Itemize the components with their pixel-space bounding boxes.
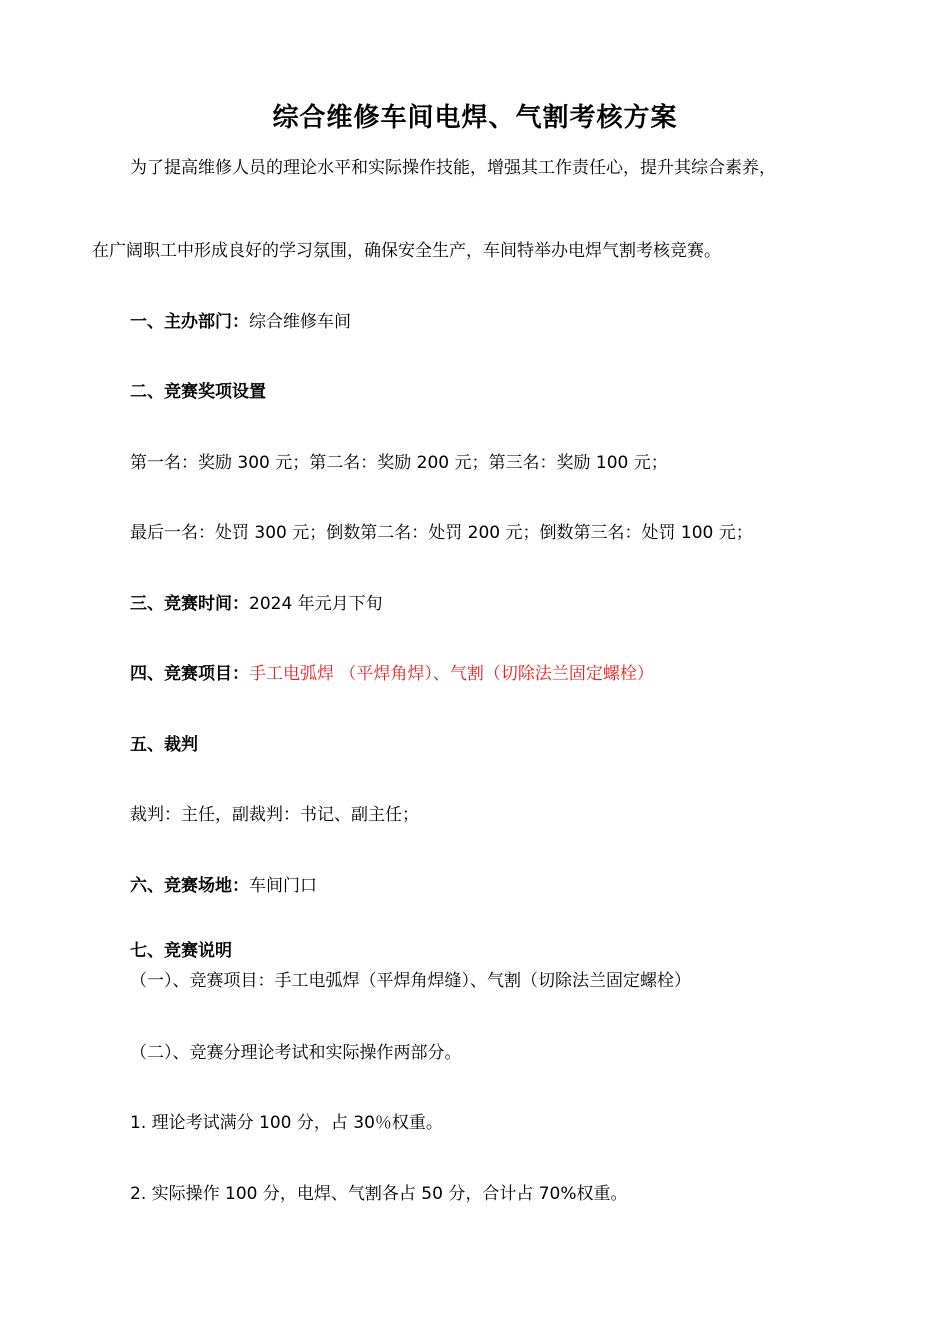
section-venue-heading: 六、竞赛场地： [130,876,249,896]
section-organizer [130,311,351,333]
section-venue [130,875,317,897]
notes-item-4: 2. 实际操作 100 分，电焊、气割各占 50 分，合计占 70%权重。 [130,1184,628,1204]
awards-penalties-line: 最后一名：处罚 300 元；倒数第二名：处罚 200 元；倒数第三名：处罚 100 元； [130,523,753,543]
document-title: 综合维修车间电焊、气割考核方案 [272,103,678,133]
section-organizer-text: 综合维修车间 [249,312,351,332]
awards-rewards-line: 第一名：奖励 300 元；第二名：奖励 200 元；第三名：奖励 100 元； [130,453,668,473]
section-judges-heading: 五、裁判 [130,735,198,755]
notes-item-3: 1. 理论考试满分 100 分，占 30％权重。 [130,1113,443,1133]
section-notes-heading: 七、竞赛说明 [130,941,232,961]
section-time [130,593,383,615]
section-awards-heading: 二、竞赛奖项设置 [130,382,266,402]
section-time-heading: 三、竞赛时间： [130,594,249,614]
notes-item-1: （一）、竞赛项目：手工电弧焊（平焊角焊缝）、气割（切除法兰固定螺栓） [130,971,691,991]
section-events-text: 手工电弧焊 （平焊角焊）、气割（切除法兰固定螺栓） [249,664,654,684]
section-time-text: 2024 年元月下旬 [249,594,383,614]
notes-item-2: （二）、竞赛分理论考试和实际操作两部分。 [130,1043,462,1063]
intro-paragraph-line-2: 在广阔职工中形成良好的学习氛围，确保安全生产，车间特举办电焊气割考核竞赛。 [92,241,721,261]
section-judges-text: 裁判：主任，副裁判：书记、副主任； [130,805,419,825]
section-events [130,663,654,685]
section-venue-text: 车间门口 [249,876,317,896]
section-organizer-heading: 一、主办部门： [130,312,249,332]
section-events-heading: 四、竞赛项目： [130,664,249,684]
intro-paragraph-line-1: 为了提高维修人员的理论水平和实际操作技能，增强其工作责任心，提升其综合素养， [130,158,776,178]
